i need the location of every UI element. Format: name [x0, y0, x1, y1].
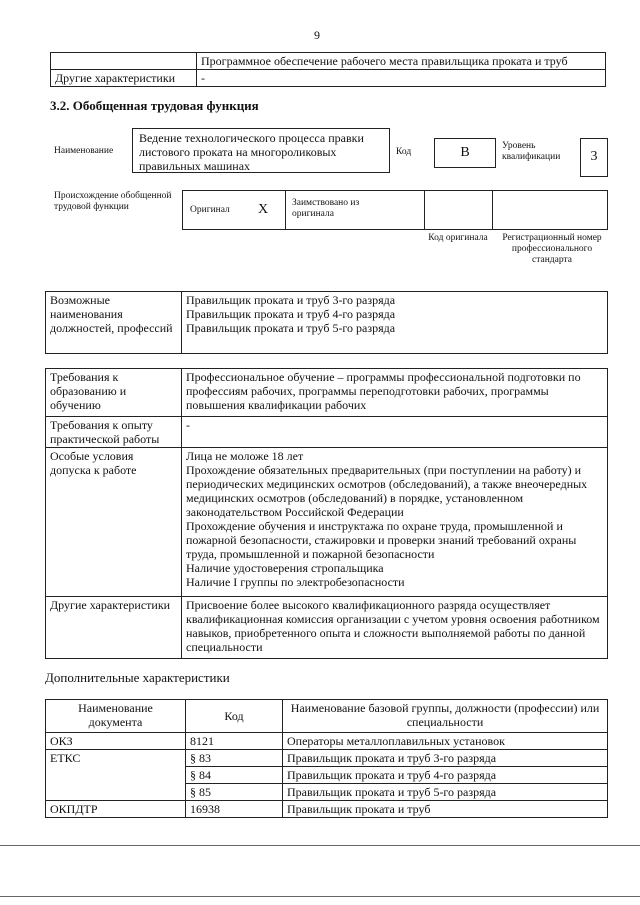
level-label: Уровень квалификации	[502, 141, 561, 162]
special-item: Лица не моложе 18 лет	[186, 449, 304, 463]
section-title: 3.2. Обобщенная трудовая функция	[50, 98, 259, 113]
experience-label: Требования к опыту практической работы	[46, 417, 182, 448]
origin-code-caption: Код оригинала	[428, 233, 488, 243]
other-label: Другие характеристики	[46, 597, 182, 659]
page-number: 9	[314, 28, 320, 42]
etks-code: § 83	[186, 750, 283, 767]
origin-code-cell	[424, 190, 493, 230]
okz-doc: ОКЗ	[46, 733, 186, 750]
okz-name: Операторы металлоплавильных установок	[283, 733, 608, 750]
top-table-row1-value: Программное обеспечение рабочего места правильщика проката и труб	[197, 53, 606, 70]
col-doc-header: Наименование документа	[46, 700, 186, 733]
top-table	[50, 52, 606, 87]
origin-reg-cell	[492, 190, 608, 230]
origin-original-label: Оригинал	[190, 205, 230, 215]
position-item: Правильщик проката и труб 3-го разряда	[186, 293, 396, 307]
other-value: Присвоение более высокого квалификационного разряда осуществляет квалификационная комиссия организации с учетом уровня освоения работником навыков, приобретенного опыта и сложности выполняемой работы по данной специальности	[182, 597, 608, 659]
top-table-row2-value: -	[197, 70, 606, 87]
okpdtr-doc: ОКПДТР	[46, 801, 186, 818]
top-table-row2-label: Другие характеристики	[51, 70, 197, 87]
okpdtr-name: Правильщик проката и труб	[283, 801, 608, 818]
education-value: Профессиональное обучение – программы профессиональной подготовки по профессиям рабочих, программы переподготовки рабочих, программы повышения квалификации рабочих	[182, 369, 608, 417]
okpdtr-code: 16938	[186, 801, 283, 818]
positions-list	[182, 292, 608, 354]
origin-label: Происхождение обобщенной трудовой функции	[54, 191, 172, 212]
code-label: Код	[396, 147, 412, 157]
additional-title: Дополнительные характеристики	[45, 670, 230, 685]
col-name-header: Наименование базовой группы, должности (профессии) или специальности	[283, 700, 608, 733]
origin-original-mark: X	[258, 202, 269, 217]
experience-value: -	[182, 417, 608, 448]
etks-name: Правильщик проката и труб 4-го разряда	[283, 767, 608, 784]
education-label: Требования к образованию и обучению	[46, 369, 182, 417]
additional-table	[45, 699, 608, 818]
position-item: Правильщик проката и труб 5-го разряда	[186, 321, 396, 335]
positions-label: Возможные наименования должностей, профессий	[46, 292, 182, 354]
etks-name: Правильщик проката и труб 5-го разряда	[283, 784, 608, 801]
positions-table	[45, 291, 608, 354]
special-list	[182, 448, 608, 597]
level-value: 3	[580, 138, 608, 177]
etks-name: Правильщик проката и труб 3-го разряда	[283, 750, 608, 767]
origin-reg-caption: Регистрационный номер профессионального стандарта	[502, 233, 602, 265]
special-item: Прохождение обучения и инструктажа по охране труда, промышленной и пожарной безопасности, стажировки и проверки знаний требований охраны труда, промышленной и пожарной безопасности	[186, 519, 577, 561]
position-item: Правильщик проката и труб 4-го разряда	[186, 307, 396, 321]
requirements-table	[45, 368, 608, 659]
scan-line	[0, 845, 640, 846]
code-value: B	[434, 138, 496, 168]
scan-line	[0, 896, 640, 897]
etks-doc: ЕТКС	[46, 750, 186, 801]
etks-code: § 84	[186, 767, 283, 784]
name-value: Ведение технологического процесса правки листового проката на многороликовых правильных машинах	[132, 128, 390, 173]
name-label: Наименование	[54, 146, 114, 156]
special-label: Особые условия допуска к работе	[46, 448, 182, 597]
top-table-empty-cell	[51, 53, 197, 70]
origin-borrowed-label: Заимствовано из оригинала	[292, 198, 360, 219]
special-item: Прохождение обязательных предварительных (при поступлении на работу) и периодических медицинских осмотров (обследований), а также внеочередных медицинских осмотров (обследований) в порядке, установленном законодательством Российской Федерации	[186, 463, 588, 519]
special-item: Наличие I группы по электробезопасности	[186, 575, 405, 589]
special-item: Наличие удостоверения стропальщика	[186, 561, 384, 575]
etks-code: § 85	[186, 784, 283, 801]
col-code-header: Код	[186, 700, 283, 733]
okz-code: 8121	[186, 733, 283, 750]
